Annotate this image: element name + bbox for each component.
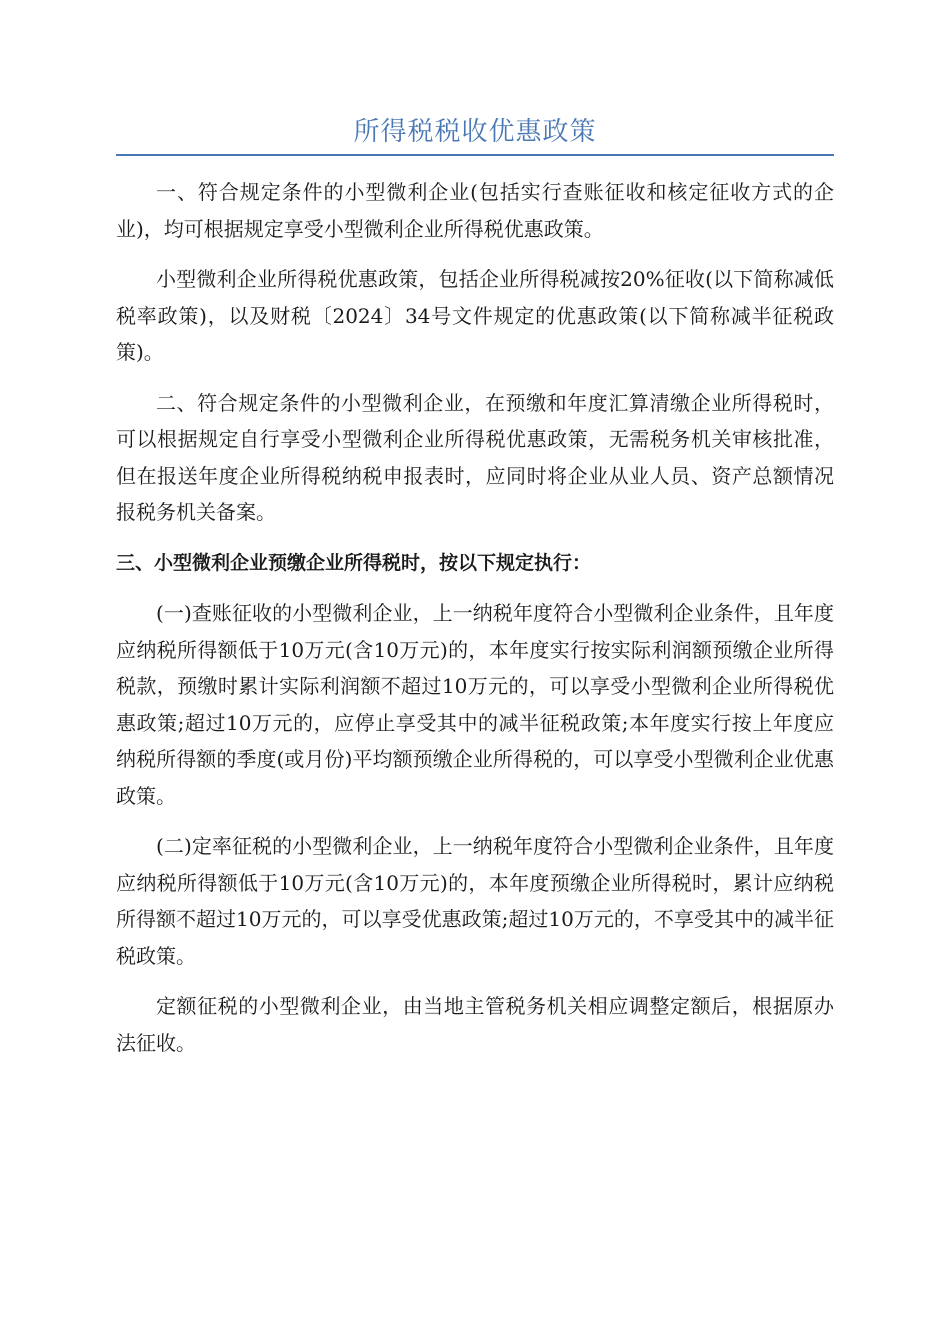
section-heading-3: 三、小型微利企业预缴企业所得税时，按以下规定执行：: [116, 551, 592, 574]
document-body: [116, 174, 834, 1075]
paragraph-1: 一、符合规定条件的小型微利企业(包括实行查账征收和核定征收方式的企业)，均可根据规定享受小型微利企业所得税优惠政策。: [116, 180, 834, 241]
paragraph-2: 小型微利企业所得税优惠政策，包括企业所得税减按20%征收(以下简称减低税率政策)，以及财税〔2024〕34号文件规定的优惠政策(以下简称减半征税政策)。: [116, 267, 834, 364]
paragraph-5: (一)查账征收的小型微利企业，上一纳税年度符合小型微利企业条件，且年度应纳税所得额低于10万元(含10万元)的，本年度实行按实际利润额预缴企业所得税款，预缴时累计实际利润额不超过10万元的，可以享受小型微利企业所得税优惠政策;超过10万元的，应停止享受其中的减半征税政策;本年度实行按上年度应纳税所得额的季度(或月份)平均额预缴企业所得税的，可以享受小型微利企业优惠政策。: [116, 601, 834, 808]
document-title: 所得税税收优惠政策: [353, 117, 597, 147]
paragraph-3: 二、符合规定条件的小型微利企业，在预缴和年度汇算清缴企业所得税时，可以根据规定自行享受小型微利企业所得税优惠政策，无需税务机关审核批准，但在报送年度企业所得税纳税申报表时，应同时将企业从业人员、资产总额情况报税务机关备案。: [116, 390, 834, 524]
paragraph-7: 定额征税的小型微利企业，由当地主管税务机关相应调整定额后，根据原办法征收。: [116, 994, 834, 1055]
paragraph-6: (二)定率征税的小型微利企业，上一纳税年度符合小型微利企业条件，且年度应纳税所得额低于10万元(含10万元)的，本年度预缴企业所得税时，累计应纳税所得额不超过10万元的，可以享受优惠政策;超过10万元的，不享受其中的减半征税政策。: [116, 834, 834, 968]
title-underline: [116, 154, 834, 156]
